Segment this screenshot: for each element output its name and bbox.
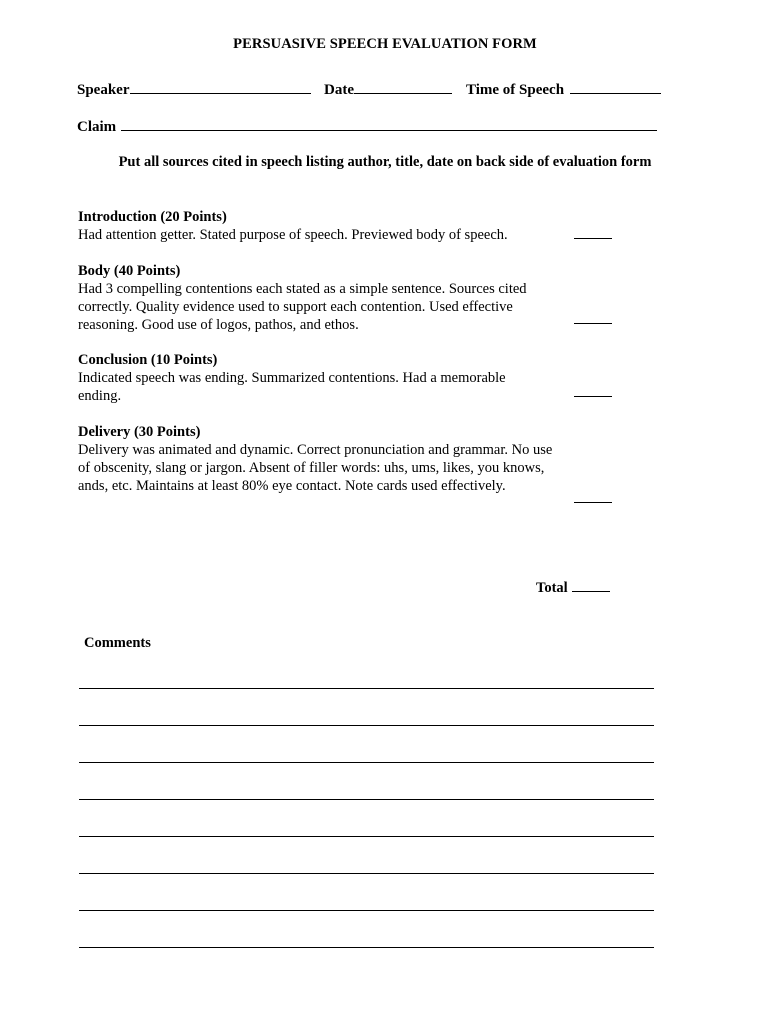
- form-title: PERSUASIVE SPEECH EVALUATION FORM: [233, 36, 537, 52]
- section-body: [78, 262, 556, 334]
- comment-line[interactable]: [79, 762, 654, 763]
- time-of-speech-label: Time of Speech: [466, 82, 565, 98]
- comment-line[interactable]: [79, 725, 654, 726]
- comment-line[interactable]: [79, 836, 654, 837]
- claim-field[interactable]: [121, 116, 657, 131]
- date-label: Date: [324, 82, 354, 98]
- time-row: [466, 79, 661, 99]
- comment-line[interactable]: [79, 799, 654, 800]
- comment-line[interactable]: [79, 910, 654, 911]
- section-introduction: [78, 208, 558, 244]
- section-delivery: [78, 423, 560, 495]
- comment-line[interactable]: [79, 688, 654, 689]
- section-criteria: Indicated speech was ending. Summarized contentions. Had a memorable ending.: [78, 370, 506, 404]
- claim-label: Claim: [77, 119, 117, 135]
- conclusion-score-field[interactable]: [574, 396, 612, 397]
- section-heading: Delivery (30 Points): [78, 424, 201, 440]
- section-heading: Conclusion (10 Points): [78, 352, 218, 368]
- section-heading: Body (40 Points): [78, 263, 181, 279]
- section-criteria: Had 3 compelling contentions each stated as a simple sentence. Sources cited correctly. Quality evidence used to support each contention. Used effective reasoning. Good use of logos, pathos, and ethos.: [78, 281, 527, 333]
- comments-label: Comments: [84, 635, 151, 651]
- section-criteria: Had attention getter. Stated purpose of speech. Previewed body of speech.: [78, 227, 508, 243]
- speaker-label: Speaker: [77, 82, 130, 98]
- date-row: [324, 79, 452, 99]
- section-conclusion: [78, 351, 538, 405]
- speaker-date-time-row: [77, 79, 311, 99]
- delivery-score-field[interactable]: [574, 502, 612, 503]
- section-heading: Introduction (20 Points): [78, 209, 227, 225]
- comment-line[interactable]: [79, 873, 654, 874]
- time-of-speech-field[interactable]: [570, 79, 661, 94]
- comment-line[interactable]: [79, 947, 654, 948]
- sources-instruction: Put all sources cited in speech listing author, title, date on back side of evaluation form: [118, 154, 652, 170]
- section-criteria: Delivery was animated and dynamic. Correct pronunciation and grammar. No use of obscenity, slang or jargon. Absent of filler words: uhs, ums, likes, you knows, ands, etc. Maintains at least 80% eye contact. Note cards used effectively.: [78, 442, 553, 494]
- speaker-field[interactable]: [130, 79, 311, 94]
- total-label: Total: [536, 580, 568, 596]
- body-score-field[interactable]: [574, 323, 612, 324]
- date-field[interactable]: [354, 79, 452, 94]
- introduction-score-field[interactable]: [574, 238, 612, 239]
- claim-row: [77, 116, 657, 136]
- total-score-field[interactable]: [572, 578, 610, 592]
- total-row: [536, 578, 610, 597]
